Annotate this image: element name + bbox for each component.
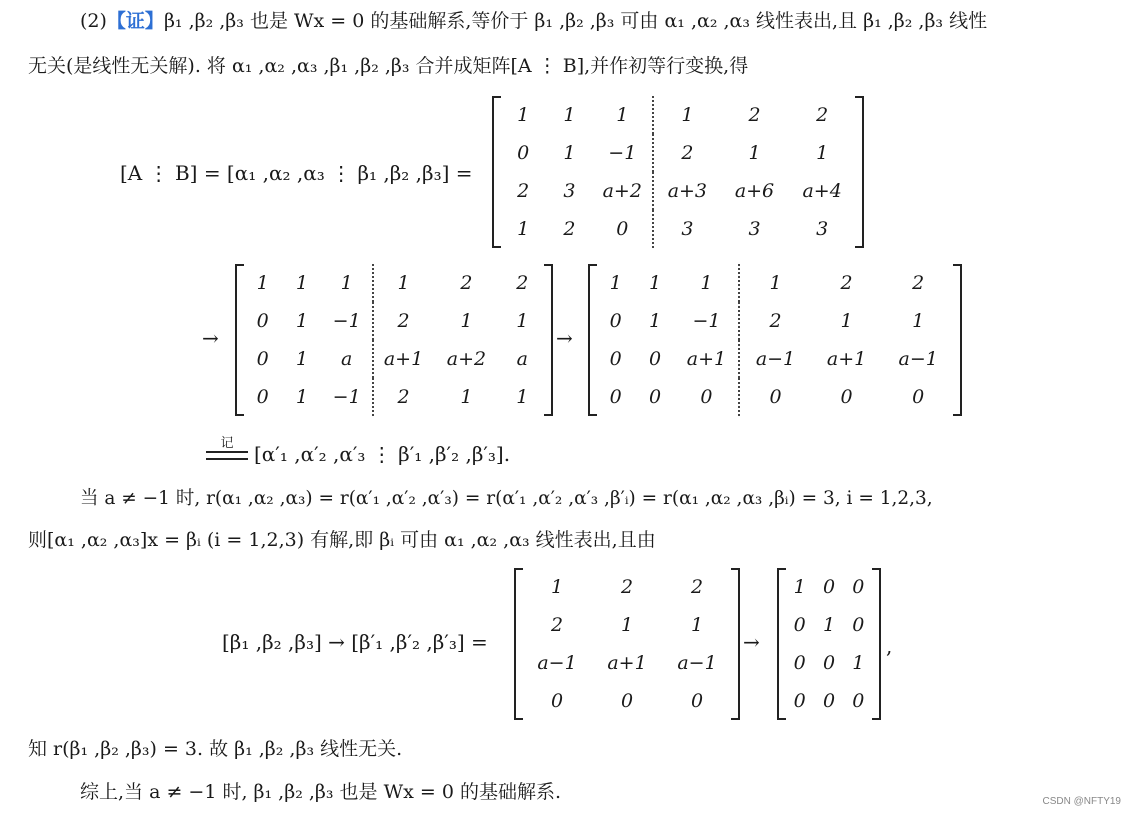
- matrix-m3: [588, 264, 962, 416]
- matrix-cell: a+6: [734, 180, 775, 202]
- matrix-cell: a+1: [686, 348, 727, 370]
- matrix-cell: 1: [700, 272, 713, 294]
- matrix-cell: 0: [620, 690, 634, 712]
- m4-table: [522, 568, 732, 720]
- matrix-row: [500, 134, 856, 172]
- matrix-cell: 0: [700, 386, 713, 408]
- defeq-symbol: [206, 451, 248, 460]
- matrix-cell: 2: [373, 378, 433, 416]
- matrix-cell: a: [516, 348, 528, 370]
- matrix-cell: 2: [739, 302, 811, 340]
- matrix-cell: 1: [739, 264, 811, 302]
- matrix-cell: 1: [609, 272, 622, 294]
- matrix-m1: [492, 96, 864, 248]
- matrix-cell: 0: [517, 142, 530, 164]
- bracket-right: [953, 264, 962, 416]
- watermark: [1043, 796, 1122, 807]
- matrix-row: [243, 302, 545, 340]
- matrix-row: [596, 264, 954, 302]
- para2-line1: [80, 488, 933, 510]
- para2-line2: [28, 529, 656, 552]
- matrix-cell: 1: [653, 96, 721, 134]
- matrix-cell: 0: [690, 690, 704, 712]
- matrix-cell: 1: [517, 104, 530, 126]
- matrix-cell: a+1: [607, 652, 647, 674]
- matrix-cell: −1: [332, 386, 361, 408]
- arrow-1: [202, 326, 219, 350]
- matrix-cell: 2: [912, 272, 925, 294]
- matrix-cell: 3: [748, 218, 761, 240]
- matrix-cell: 0: [609, 310, 622, 332]
- matrix-cell: 1: [816, 142, 829, 164]
- arrow-2: [556, 326, 573, 350]
- para1-text2: 无关(是线性无关解). 将 α₁ ,α₂ ,α₃ ,β₁ ,β₂ ,β₃ 合并成矩阵[A ⋮ B],并作初等行变换,得: [28, 55, 749, 77]
- matrix-cell: 3: [563, 180, 576, 202]
- arrow-text: →: [556, 326, 573, 350]
- m3-table: [596, 264, 954, 416]
- matrix-row: [500, 172, 856, 210]
- bracket-right: [731, 568, 740, 720]
- matrix-cell: 2: [620, 576, 634, 598]
- matrix-cell: 0: [822, 690, 836, 712]
- matrix-cell: 2: [816, 104, 829, 126]
- matrix-cell: a−1: [677, 652, 717, 674]
- matrix-cell: 1: [373, 264, 433, 302]
- matrix-row: [785, 606, 873, 644]
- item-number: (2): [80, 10, 107, 32]
- matrix-row: [522, 644, 732, 682]
- matrix-cell: 0: [256, 348, 269, 370]
- matrix-cell: 0: [840, 386, 853, 408]
- matrix-m4: [514, 568, 740, 720]
- para3: [28, 738, 402, 761]
- matrix-cell: 3: [653, 210, 721, 248]
- bracket-right: [855, 96, 864, 248]
- ji-label: [206, 432, 248, 451]
- eq1-lhs: [120, 161, 473, 185]
- matrix-cell: 1: [563, 142, 576, 164]
- arrow-text: →: [202, 326, 219, 350]
- matrix-cell: a+2: [446, 348, 487, 370]
- matrix-cell: a+1: [373, 340, 433, 378]
- matrix-cell: 0: [609, 386, 622, 408]
- ji-text: 记: [220, 436, 234, 451]
- matrix-cell: 2: [690, 576, 704, 598]
- matrix-row: [522, 568, 732, 606]
- matrix-cell: −1: [608, 142, 637, 164]
- m1-table: [500, 96, 856, 248]
- proof-tag: 【证】: [106, 10, 164, 32]
- matrix-cell: 0: [793, 614, 806, 636]
- matrix-cell: 1: [256, 272, 269, 294]
- matrix-cell: 0: [852, 690, 865, 712]
- matrix-cell: 1: [460, 310, 473, 332]
- matrix-row: [596, 302, 954, 340]
- matrix-cell: 1: [516, 386, 529, 408]
- bracket-right: [872, 568, 881, 720]
- matrix-row: [500, 96, 856, 134]
- watermark-text: CSDN @NFTY19: [1042, 796, 1121, 807]
- arrow-text: →: [743, 630, 760, 654]
- matrix-cell: 0: [256, 310, 269, 332]
- matrix-cell: a+1: [826, 348, 867, 370]
- matrix-cell: 1: [460, 386, 473, 408]
- matrix-cell: 0: [616, 218, 629, 240]
- comma-text: ,: [886, 634, 893, 658]
- matrix-cell: 2: [748, 104, 761, 126]
- matrix-cell: 2: [517, 180, 530, 202]
- matrix-cell: a+3: [653, 172, 721, 210]
- matrix-cell: 1: [822, 614, 836, 636]
- matrix-cell: 1: [620, 614, 634, 636]
- matrix-cell: 2: [460, 272, 473, 294]
- matrix-row: [785, 644, 873, 682]
- para1-line1: [80, 10, 987, 33]
- matrix-cell: −1: [692, 310, 721, 332]
- matrix-cell: 1: [563, 104, 576, 126]
- eq2-text: [α′₁ ,α′₂ ,α′₃ ⋮ β′₁ ,β′₂ ,β′₃].: [254, 442, 511, 466]
- matrix-cell: 0: [793, 690, 806, 712]
- matrix-cell: 0: [793, 652, 806, 674]
- matrix-cell: −1: [332, 310, 361, 332]
- para2-text1: 当 a ≠ −1 时, r(α₁ ,α₂ ,α₃) = r(α′₁ ,α′₂ ,α′₃) = r(α′₁ ,α′₂ ,α′₃ ,β′ᵢ) = r(α₁ ,α₂ ,α₃ ,βᵢ) = 3, i = 1,2,3,: [80, 488, 933, 509]
- matrix-m2: [235, 264, 553, 416]
- matrix-cell: 2: [373, 302, 433, 340]
- para4-text: 综上,当 a ≠ −1 时, β₁ ,β₂ ,β₃ 也是 Wx = 0 的基础解系.: [80, 781, 561, 803]
- matrix-cell: 0: [649, 386, 662, 408]
- matrix-row: [785, 568, 873, 606]
- matrix-cell: a−1: [739, 340, 811, 378]
- matrix-cell: a+4: [802, 180, 842, 202]
- matrix-cell: 1: [517, 218, 530, 240]
- matrix-cell: 0: [912, 386, 925, 408]
- matrix-cell: 0: [550, 690, 564, 712]
- matrix-row: [785, 682, 873, 720]
- matrix-cell: a: [341, 348, 353, 370]
- matrix-cell: 0: [822, 652, 836, 674]
- matrix-cell: a−1: [898, 348, 938, 370]
- matrix-cell: 1: [295, 272, 308, 294]
- matrix-cell: a−1: [537, 652, 577, 674]
- matrix-cell: a+2: [602, 180, 642, 202]
- matrix-cell: 1: [649, 310, 662, 332]
- arrow-3: [743, 630, 760, 654]
- matrix-cell: 1: [690, 614, 704, 636]
- matrix-row: [500, 210, 856, 248]
- matrix-cell: 0: [609, 348, 622, 370]
- matrix-cell: 2: [840, 272, 853, 294]
- matrix-cell: 2: [563, 218, 576, 240]
- matrix-cell: 0: [852, 614, 865, 636]
- m5-table: [785, 568, 873, 720]
- matrix-row: [243, 378, 545, 416]
- para1-line2: [28, 55, 748, 78]
- matrix-row: [522, 682, 732, 720]
- matrix-cell: 1: [295, 348, 308, 370]
- matrix-row: [243, 264, 545, 302]
- matrix-row: [243, 340, 545, 378]
- matrix-cell: 1: [840, 310, 853, 332]
- matrix-cell: 1: [616, 104, 629, 126]
- matrix-cell: 0: [852, 576, 865, 598]
- matrix-cell: 0: [256, 386, 269, 408]
- eq3-lhs-text: [β₁ ,β₂ ,β₃] → [β′₁ ,β′₂ ,β′₃] =: [222, 630, 488, 654]
- matrix-cell: 1: [793, 576, 806, 598]
- matrix-cell: 1: [912, 310, 925, 332]
- matrix-row: [596, 340, 954, 378]
- eq1-lhs-text: [A ⋮ B] = [α₁ ,α₂ ,α₃ ⋮ β₁ ,β₂ ,β₃] =: [120, 161, 473, 185]
- matrix-cell: 1: [852, 652, 865, 674]
- para3-text: 知 r(β₁ ,β₂ ,β₃) = 3. 故 β₁ ,β₂ ,β₃ 线性无关.: [28, 738, 403, 760]
- para4: [80, 781, 561, 804]
- para1-text1: β₁ ,β₂ ,β₃ 也是 Wx = 0 的基础解系,等价于 β₁ ,β₂ ,β₃ 可由 α₁ ,α₂ ,α₃ 线性表出,且 β₁ ,β₂ ,β₃ 线性: [163, 10, 988, 32]
- para2-text2: 则[α₁ ,α₂ ,α₃]x = βᵢ (i = 1,2,3) 有解,即 βᵢ 可由 α₁ ,α₂ ,α₃ 线性表出,且由: [28, 529, 656, 551]
- matrix-row: [522, 606, 732, 644]
- m2-table: [243, 264, 545, 416]
- matrix-cell: 1: [516, 310, 529, 332]
- matrix-cell: 1: [748, 142, 761, 164]
- eq3-comma: [886, 634, 892, 658]
- matrix-cell: 1: [550, 576, 564, 598]
- matrix-cell: 2: [653, 134, 721, 172]
- bracket-right: [544, 264, 553, 416]
- matrix-cell: 0: [649, 348, 662, 370]
- matrix-cell: 1: [649, 272, 662, 294]
- matrix-cell: 1: [295, 386, 308, 408]
- matrix-cell: 1: [295, 310, 308, 332]
- matrix-row: [596, 378, 954, 416]
- matrix-cell: 0: [822, 576, 836, 598]
- eq2: [254, 442, 510, 466]
- matrix-cell: 3: [816, 218, 829, 240]
- matrix-cell: 2: [516, 272, 529, 294]
- matrix-cell: 0: [739, 378, 811, 416]
- matrix-cell: 2: [550, 614, 564, 636]
- eq3-lhs: [222, 630, 488, 654]
- matrix-cell: 1: [340, 272, 353, 294]
- matrix-m5: [777, 568, 881, 720]
